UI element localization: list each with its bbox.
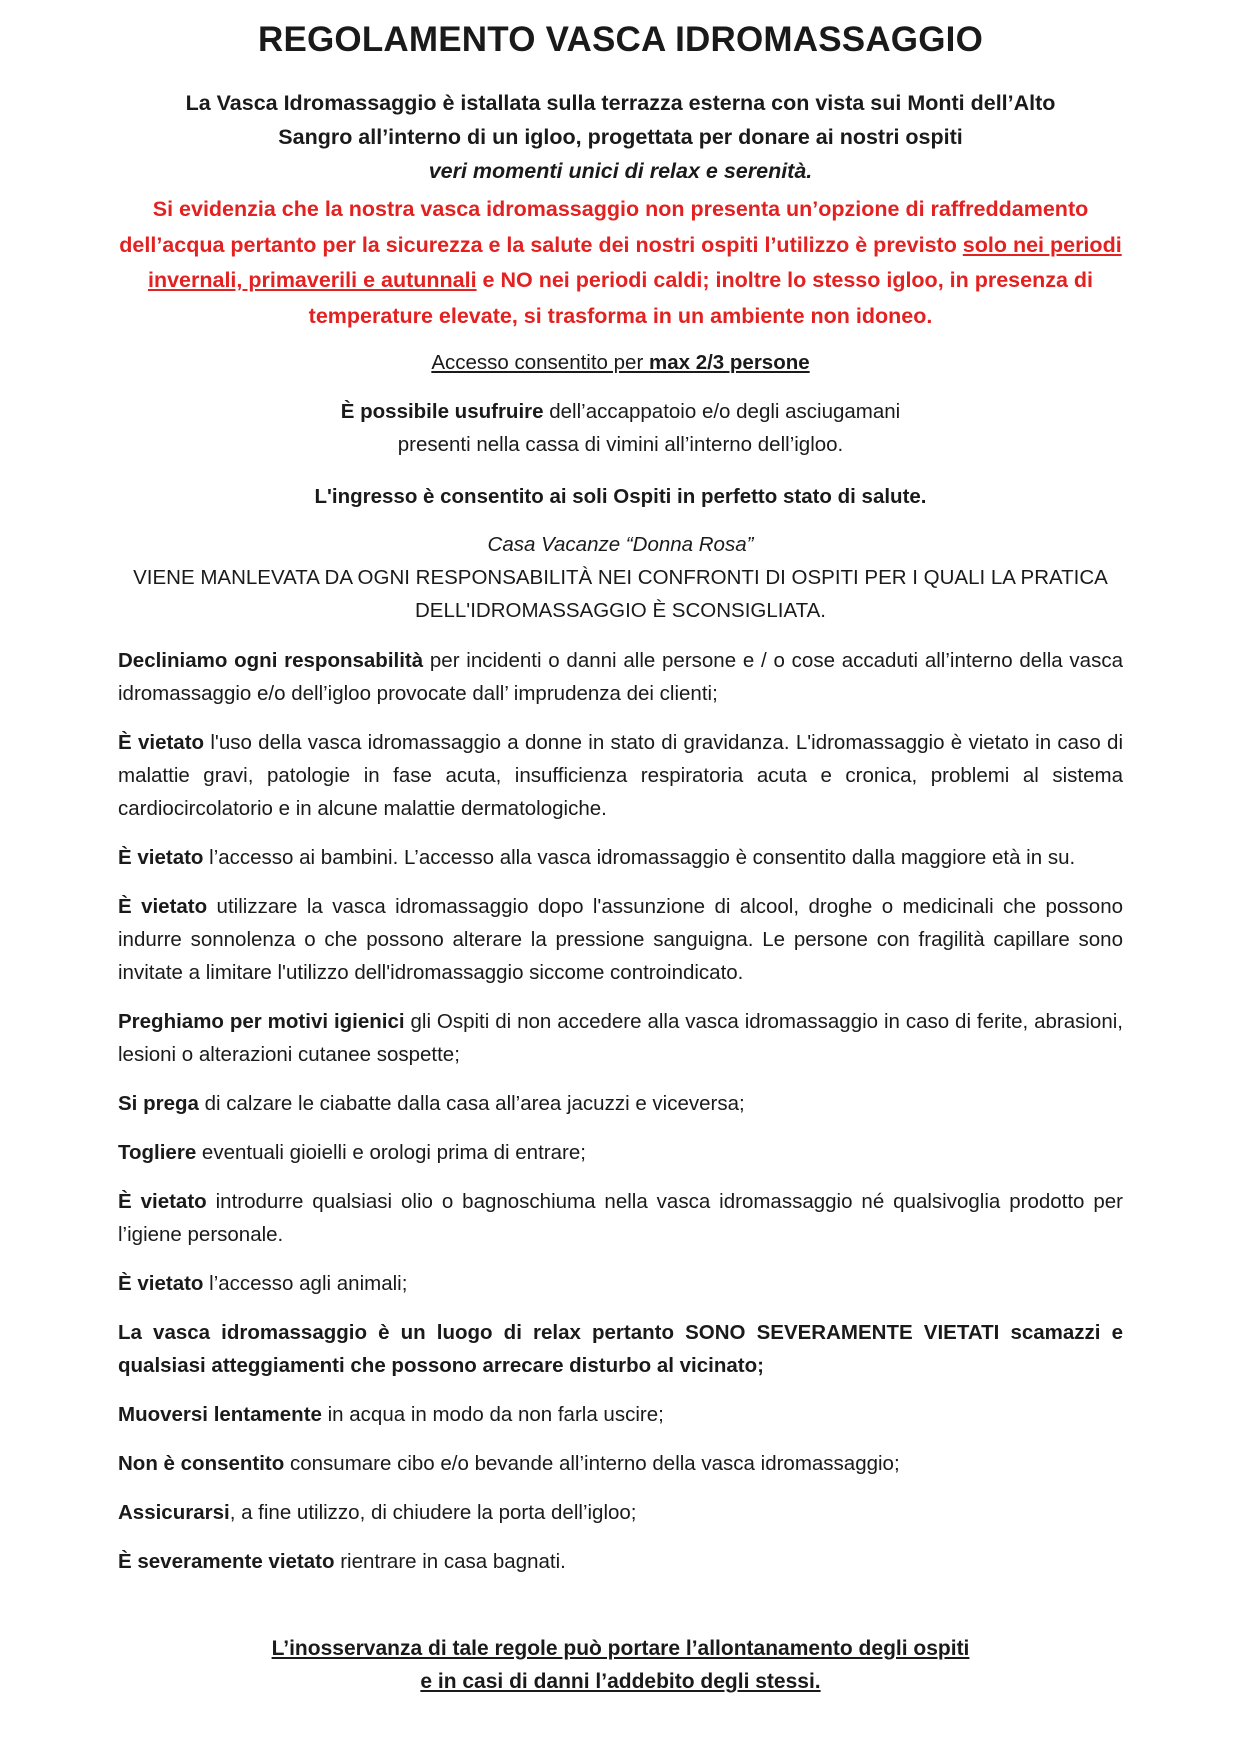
- rule-text: introdurre qualsiasi olio o bagnoschiuma nella vasca idromassaggio né qualsivoglia prodotto per l’igiene personale.: [118, 1190, 1123, 1246]
- rule-bold-text: Si prega: [118, 1092, 199, 1115]
- intro-line-2: Sangro all’interno di un igloo, progettata per donare ai nostri ospiti: [278, 125, 963, 149]
- warning-text-2: e NO nei periodi caldi; inoltre lo stesso igloo, in presenza di temperature elevate, si trasforma in un ambiente non idoneo.: [308, 268, 1094, 328]
- rule-text: di calzare le ciabatte dalla casa all’area jacuzzi e viceversa;: [198, 1092, 745, 1115]
- rule-text: per incidenti o danni alle persone e / o cose accaduti all’interno della vasca idromassaggio e/o dell’igloo provocate dall’ imprudenza dei clienti;: [118, 649, 1123, 705]
- rule-text: utilizzare la vasca idromassaggio dopo l'assunzione di alcool, droghe o medicinali che possono indurre sonnolenza o che possono alterare la pressione sanguigna. Le persone con fragilità capillare sono invitate a limitare l'utilizzo dell'idromassaggio siccome controindicato.: [118, 895, 1123, 984]
- rule-text: gli Ospiti di non accedere alla vasca idromassaggio in caso di ferite, abrasioni, lesioni o alterazioni cutanee sospette;: [118, 1010, 1123, 1066]
- rule-bold-text: Preghiamo per motivi igienici: [118, 1010, 405, 1033]
- rule-bold-text: Decliniamo ogni responsabilità: [118, 649, 424, 672]
- rule-paragraph: [118, 1316, 1123, 1382]
- bathrobe-bold: È possibile usufruire: [340, 400, 544, 423]
- rule-bold-text: È vietato: [118, 846, 204, 869]
- rule-paragraph: [118, 1398, 1123, 1431]
- rule-text: l’accesso agli animali;: [203, 1272, 408, 1295]
- access-line: [110, 346, 1131, 379]
- rule-bold-text: È vietato: [118, 1272, 204, 1295]
- rule-bold-text: Togliere: [118, 1141, 197, 1164]
- rule-text: consumare cibo e/o bevande all’interno della vasca idromassaggio;: [284, 1452, 900, 1475]
- bathrobe-paragraph: [110, 395, 1131, 461]
- rule-paragraph: [118, 726, 1123, 825]
- rule-text: rientrare in casa bagnati.: [334, 1550, 566, 1573]
- rule-paragraph: [118, 1447, 1123, 1480]
- rule-text: eventuali gioielli e orologi prima di entrare;: [196, 1141, 586, 1164]
- rule-bold-text: È vietato: [118, 895, 208, 918]
- disclaimer-paragraph: [110, 528, 1131, 627]
- rule-bold-text: È vietato: [118, 731, 205, 754]
- warning-underlined-text: solo nei periodi invernali, primaverili e autunnali: [147, 232, 1122, 292]
- rule-bold-text: Muoversi lentamente: [118, 1403, 322, 1426]
- warning-paragraph: [110, 192, 1131, 334]
- rule-paragraph: [118, 1185, 1123, 1251]
- rule-paragraph: [118, 1496, 1123, 1529]
- rule-bold-text: È severamente vietato: [118, 1550, 335, 1573]
- intro-line-3: veri momenti unici di relax e serenità.: [428, 159, 813, 183]
- rule-text: l’accesso ai bambini. L’accesso alla vasca idromassaggio è consentito dalla maggiore età in su.: [203, 846, 1076, 869]
- disclaimer-line-1: VIENE MANLEVATA DA OGNI RESPONSABILITÀ NEI CONFRONTI DI OSPITI PER I QUALI LA PRATICA: [133, 566, 1108, 589]
- disclaimer-name: Casa Vacanze “Donna Rosa”: [487, 533, 754, 556]
- rule-paragraph: [118, 644, 1123, 710]
- rule-paragraph: [118, 1087, 1123, 1120]
- health-notice: L'ingresso è consentito ai soli Ospiti in perfetto stato di salute.: [314, 485, 927, 508]
- intro-line-1: La Vasca Idromassaggio è istallata sulla terrazza esterna con vista sui Monti dell’Alto: [185, 91, 1056, 115]
- rule-paragraph: [118, 1545, 1123, 1578]
- access-prefix: Accesso consentito per: [431, 351, 649, 374]
- footer-line-2: e in casi di danni l’addebito degli stessi.: [420, 1670, 821, 1693]
- rule-text: , a fine utilizzo, di chiudere la porta dell’igloo;: [229, 1501, 637, 1524]
- page-title: REGOLAMENTO VASCA IDROMASSAGGIO: [257, 20, 984, 59]
- rule-bold-text: Assicurarsi: [118, 1501, 230, 1524]
- footer-notice: [110, 1632, 1131, 1698]
- rule-bold-text: La vasca idromassaggio è un luogo di relax pertanto SONO SEVERAMENTE VIETATI scamazzi e qualsiasi atteggiamenti che possono arrecare disturbo al vicinato;: [118, 1321, 1123, 1377]
- intro-paragraph: [110, 86, 1131, 188]
- rule-paragraph: [118, 1005, 1123, 1071]
- rule-text: l'uso della vasca idromassaggio a donne in stato di gravidanza. L'idromassaggio è vietato in caso di malattie gravi, patologie in fase acuta, insufficienza respiratoria acuta e cronica, problemi al sistema cardiocircolatorio e in alcune malattie dermatologiche.: [118, 731, 1123, 820]
- rule-text: in acqua in modo da non farla uscire;: [321, 1403, 664, 1426]
- rule-paragraph: [118, 890, 1123, 989]
- rule-paragraph: [118, 841, 1123, 874]
- footer-line-1: L’inosservanza di tale regole può portare l’allontanamento degli ospiti: [271, 1637, 970, 1660]
- bathrobe-text: dell’accappatoio e/o degli asciugamani: [543, 400, 901, 423]
- bathrobe-line-2: presenti nella cassa di vimini all’interno dell’igloo.: [397, 433, 844, 456]
- rule-paragraph: [118, 1267, 1123, 1300]
- disclaimer-line-2: DELL'IDROMASSAGGIO È SCONSIGLIATA.: [415, 599, 826, 622]
- rule-bold-text: Non è consentito: [118, 1452, 285, 1475]
- warning-text-1: Si evidenzia che la nostra vasca idromassaggio non presenta un’opzione di raffreddamento dell’acqua pertanto per la sicurezza e la salute dei nostri ospiti l’utilizzo è previsto: [119, 197, 1089, 257]
- access-max-persons: max 2/3 persone: [648, 351, 810, 374]
- rule-bold-text: È vietato: [118, 1190, 207, 1213]
- rules-list: [118, 644, 1123, 1594]
- rule-paragraph: [118, 1136, 1123, 1169]
